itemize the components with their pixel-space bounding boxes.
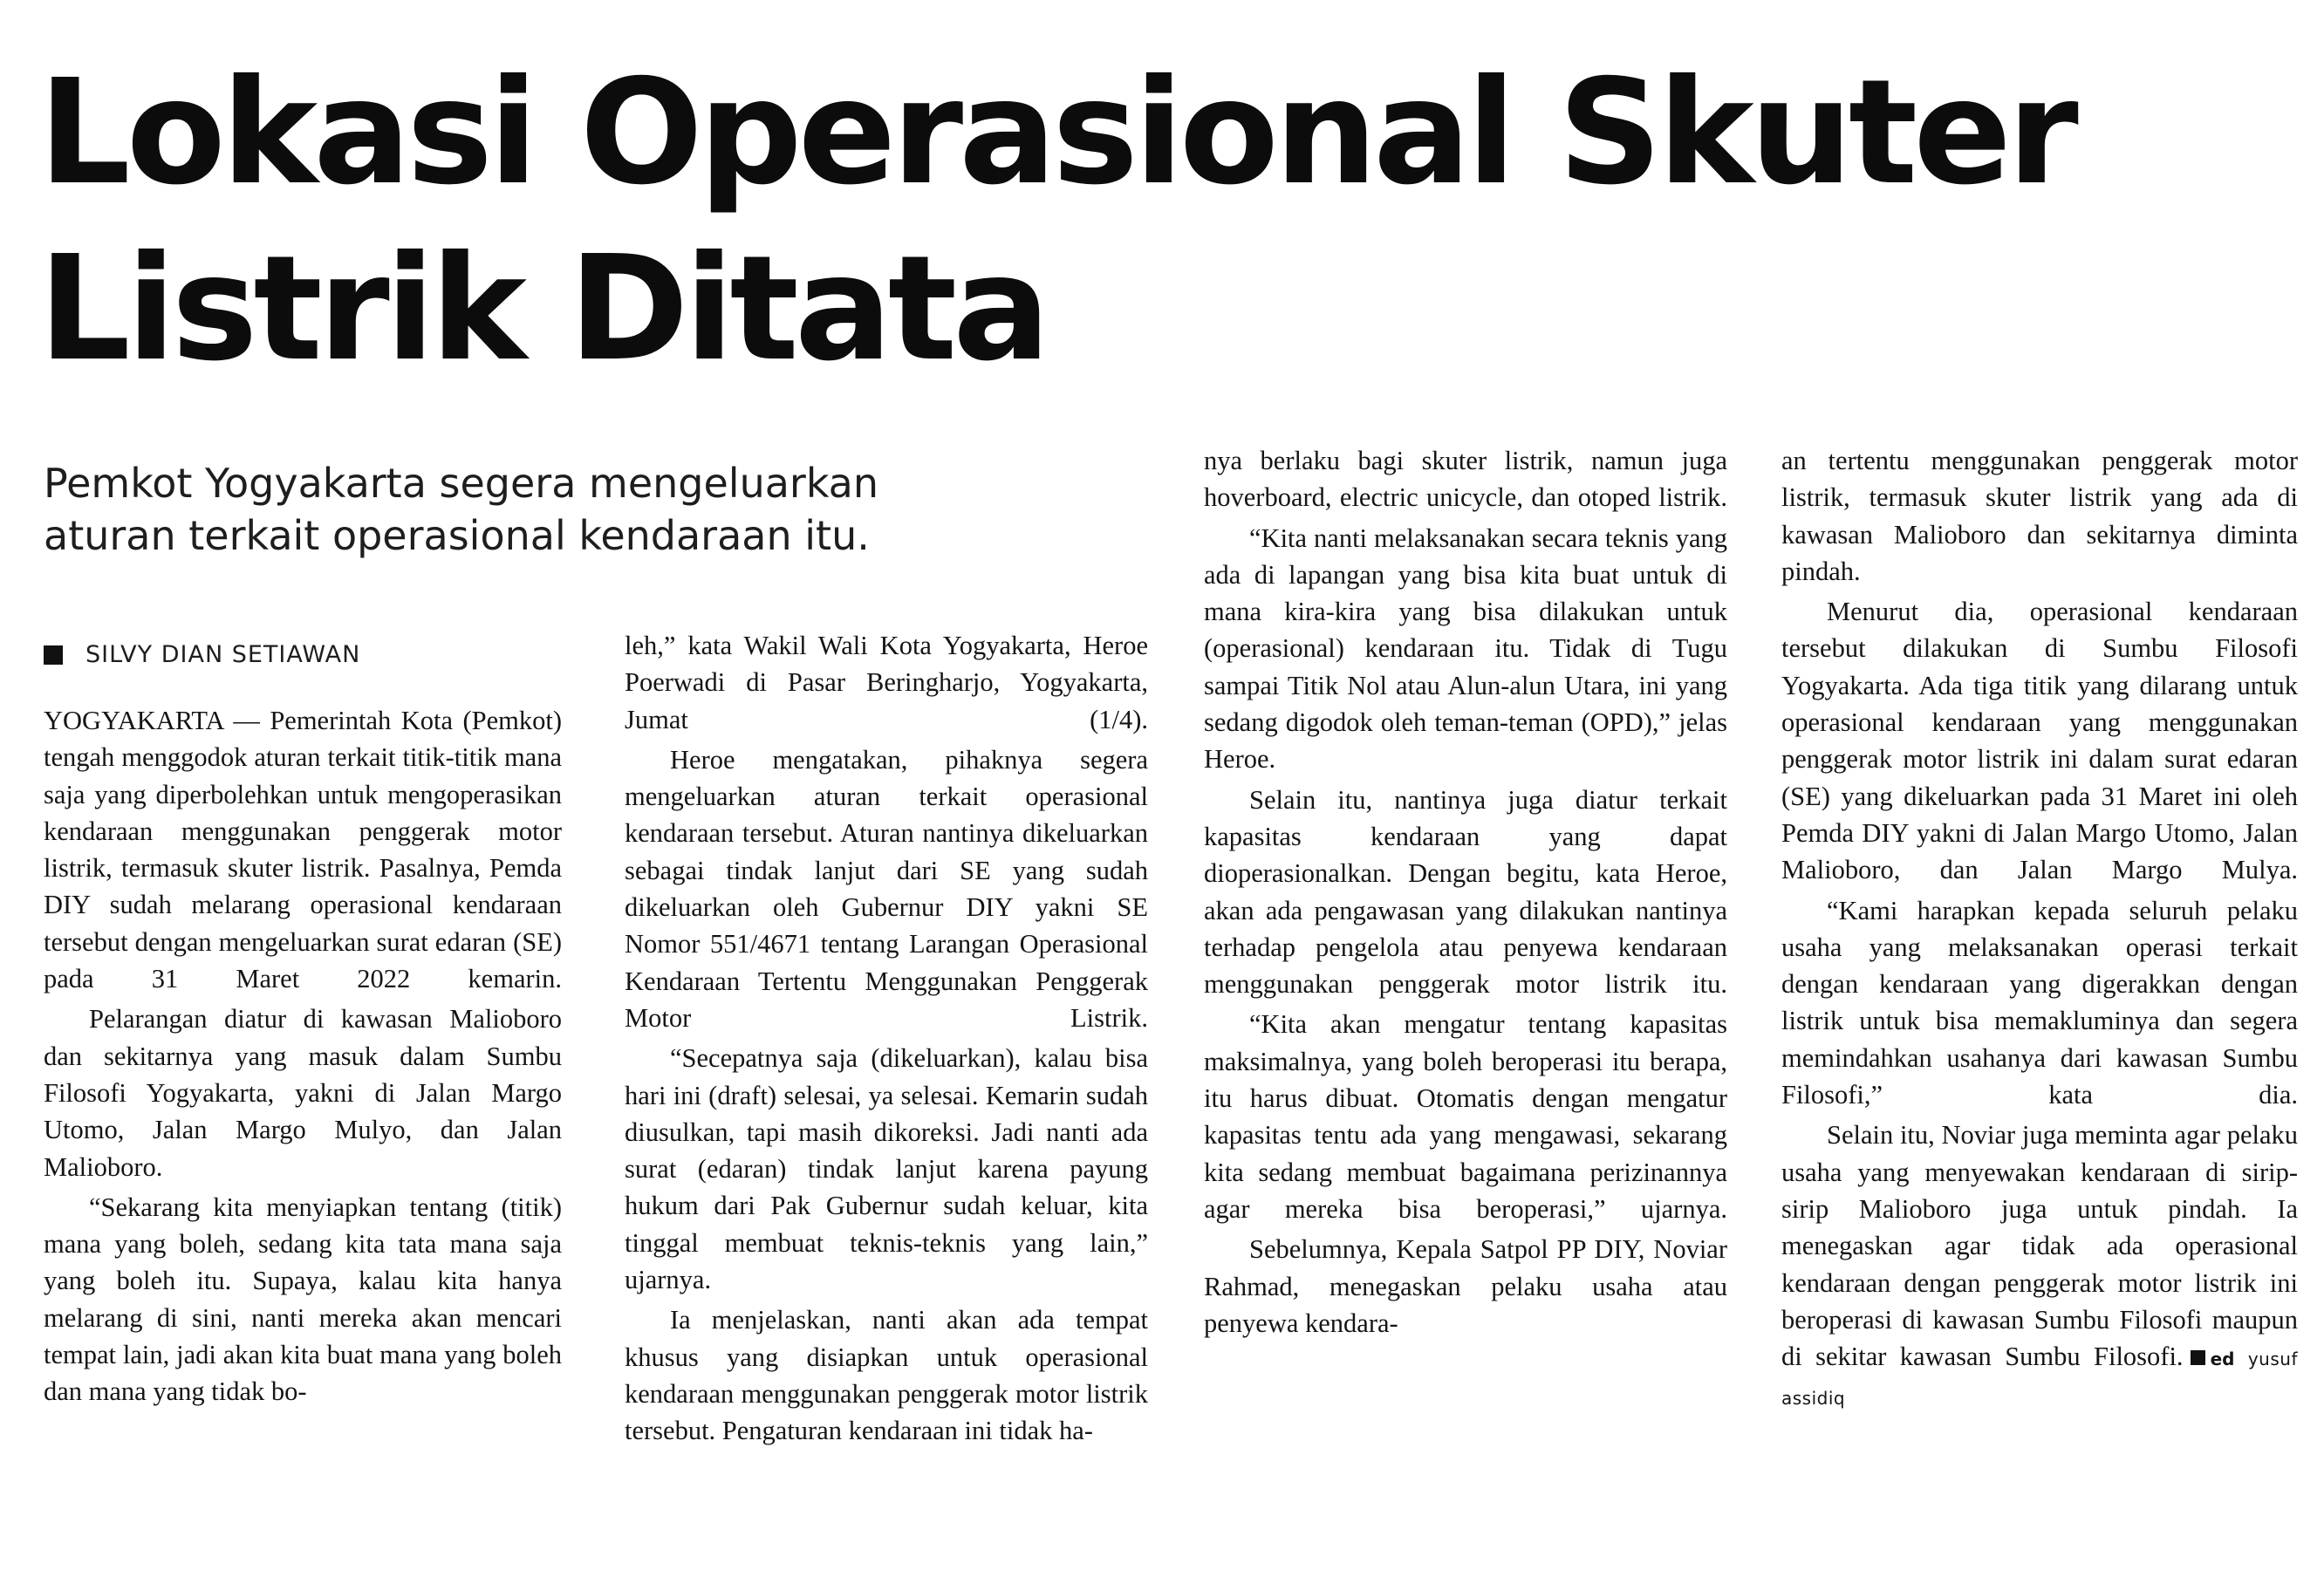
paragraph-text: Selain itu, Noviar juga meminta agar pelaku usaha yang menyewakan kendaraan di sirip-sirip Malioboro juga untuk pindah. Ia menegaskan agar tidak ada operasional kendaraan dengan penggerak motor listrik ini beroperasi di kawasan Sumbu Filosofi maupun di sekitar kawasan Sumbu Filosofi.	[1781, 1120, 2298, 1372]
paragraph: leh,” kata Wakil Wali Kota Yogyakarta, Heroe Poerwadi di Pasar Beringharjo, Yogyakarta, Jumat (1/4).	[625, 631, 1148, 734]
deck-line-1: Pemkot Yogyakarta segera mengeluarkan	[44, 460, 878, 507]
deck-subheading	[44, 457, 1134, 562]
paragraph: Heroe mengatakan, pihaknya segera mengeluarkan aturan terkait operasional kendaraan tersebut. Aturan nantinya dikeluarkan sebagai tindak lanjut dari SE yang sudah dikeluarkan oleh Gubernur DIY yakni SE Nomor 551/4671 tentang Larangan Operasional Kendaraan Tertentu Menggunakan Penggerak Motor Listrik.	[625, 744, 1148, 1033]
paragraph: “Kita akan mengatur tentang kapasitas maksimalnya, yang boleh beroperasi itu berapa, itu harus dibuat. Otomatis dengan mengatur kapasitas tentu ada yang mengawasi, sekarang kita sedang membuat bagaimana perizinannya agar mereka bisa beroperasi,” ujarnya.	[1204, 1009, 1727, 1224]
paragraph: “Kami harapkan kepada seluruh pelaku usaha yang melaksanakan operasi terkait dengan kendaraan yang digerakkan dengan listrik untuk bisa memakluminya dan segera memindahkan usahanya dari kawasan Sumbu Filosofi,” kata dia.	[1781, 895, 2298, 1110]
article-column-1	[44, 702, 562, 1410]
headline	[38, 45, 2289, 398]
paragraph: an tertentu menggunakan penggerak motor listrik, termasuk skuter listrik yang ada di kawasan Malioboro dan sekitarnya diminta pindah.	[1781, 446, 2298, 586]
byline	[44, 641, 360, 668]
paragraph: “Sekarang kita menyiapkan tentang (titik) mana yang boleh, sedang kita tata mana saja yang boleh itu. Supaya, kalau kita hanya melarang di sini, nanti mereka akan mencari tempat lain, jadi akan kita buat mana yang boleh dan mana yang tidak bo-	[44, 1192, 562, 1407]
paragraph: Pelarangan diatur di kawasan Malioboro dan sekitarnya yang masuk dalam Sumbu Filosofi Yogyakarta, yakni di Jalan Margo Utomo, Jalan Margo Mulyo, dan Jalan Malioboro.	[44, 1004, 562, 1182]
deck-line-2: aturan terkait operasional kendaraan itu.	[44, 512, 870, 559]
paragraph: “Secepatnya saja (dikeluarkan), kalau bisa hari ini (draft) selesai, ya selesai. Kemarin sudah diusulkan, tapi masih dikoreksi. Jadi nanti ada surat (edaran) tindak lanjut karena payung hukum dari Pak Gubernur sudah keluar, kita tinggal membuat teknis-teknis yang lain,” ujarnya.	[625, 1043, 1148, 1295]
end-square-icon	[2191, 1350, 2205, 1365]
article-column-3	[1204, 442, 1727, 1342]
headline-line-2: Listrik Ditata	[38, 225, 1047, 393]
byline-author: SILVY DIAN SETIAWAN	[85, 641, 361, 668]
editor-name: yusuf assidiq	[1781, 1349, 2298, 1410]
paragraph: nya berlaku bagi skuter listrik, namun juga hoverboard, electric unicycle, dan otoped listrik.	[1204, 446, 1727, 513]
article-column-4	[1781, 442, 2298, 1417]
paragraph	[1781, 1116, 2298, 1417]
editor-tag: ed	[2210, 1349, 2235, 1370]
paragraph: Ia menjelaskan, nanti akan ada tempat khusus yang disiapkan untuk operasional kendaraan menggunakan penggerak motor listrik tersebut. Pengaturan kendaraan ini tidak ha-	[625, 1305, 1148, 1446]
paragraph: Menurut dia, operasional kendaraan tersebut dilakukan di Sumbu Filosofi Yogyakarta. Ada tiga titik yang dilarang untuk operasional kendaraan yang menggunakan penggerak motor listrik ini dalam surat edaran (SE) yang dikeluarkan pada 31 Maret ini oleh Pemda DIY yakni di Jalan Margo Utomo, Jalan Malioboro, dan Jalan Margo Mulya.	[1781, 597, 2298, 885]
paragraph: YOGYAKARTA — Pemerintah Kota (Pemkot) tengah menggodok aturan terkait titik-titik mana saja yang diperbolehkan untuk mengoperasikan kendaraan menggunakan penggerak motor listrik, termasuk skuter listrik. Pasalnya, Pemda DIY sudah melarang operasional kendaraan tersebut dengan mengeluarkan surat edaran (SE) pada 31 Maret 2022 kemarin.	[44, 706, 562, 994]
paragraph: “Kita nanti melaksanakan secara teknis yang ada di lapangan yang bisa kita buat untuk di mana kira-kira yang bisa dilakukan untuk (operasional) kendaraan itu. Tidak di Tugu sampai Titik Nol atau Alun-alun Utara, ini yang sedang digodok oleh teman-teman (OPD),” jelas Heroe.	[1204, 522, 1727, 775]
paragraph: Selain itu, nantinya juga diatur terkait kapasitas kendaraan yang dapat dioperasionalkan. Dengan begitu, kata Heroe, akan ada pengawasan yang dilakukan nantinya terhadap pengelola atau penyewa kendaraan menggunakan penggerak motor listrik itu.	[1204, 784, 1727, 1000]
article-column-2	[625, 627, 1148, 1450]
byline-square-icon	[44, 645, 63, 665]
paragraph: Sebelumnya, Kepala Satpol PP DIY, Noviar Rahmad, menegaskan pelaku usaha atau penyewa kendara-	[1204, 1234, 1727, 1338]
headline-line-1: Lokasi Operasional Skuter	[38, 49, 2075, 217]
